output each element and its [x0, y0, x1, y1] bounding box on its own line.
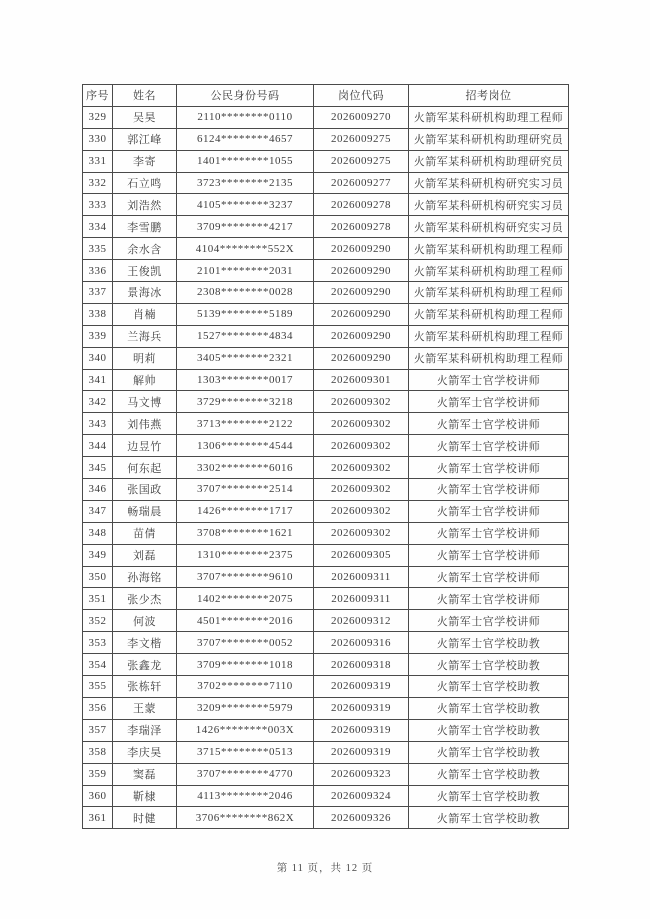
cell-job-code: 2026009290 — [314, 282, 409, 304]
cell-job-title: 火箭军士官学校讲师 — [409, 500, 569, 522]
cell-index: 360 — [83, 785, 113, 807]
table-row — [83, 500, 569, 522]
cell-job-title: 火箭军士官学校助教 — [409, 697, 569, 719]
table-row — [83, 106, 569, 128]
header-job-title: 招考岗位 — [409, 85, 569, 107]
cell-name: 张栋轩 — [113, 676, 177, 698]
cell-index: 329 — [83, 106, 113, 128]
cell-name: 吴昊 — [113, 106, 177, 128]
table-row — [83, 763, 569, 785]
table-row — [83, 741, 569, 763]
cell-job-code: 2026009319 — [314, 741, 409, 763]
table-row — [83, 435, 569, 457]
cell-id-number: 3209********5979 — [177, 697, 314, 719]
table-row — [83, 807, 569, 829]
table-row — [83, 457, 569, 479]
cell-job-code: 2026009302 — [314, 479, 409, 501]
cell-index: 348 — [83, 522, 113, 544]
header-index: 序号 — [83, 85, 113, 107]
table-row — [83, 172, 569, 194]
cell-name: 窦磊 — [113, 763, 177, 785]
cell-index: 335 — [83, 238, 113, 260]
cell-index: 355 — [83, 676, 113, 698]
cell-id-number: 1402********2075 — [177, 588, 314, 610]
cell-name: 肖楠 — [113, 303, 177, 325]
cell-job-code: 2026009275 — [314, 128, 409, 150]
cell-job-title: 火箭军某科研机构助理研究员 — [409, 128, 569, 150]
cell-id-number: 1303********0017 — [177, 369, 314, 391]
cell-id-number: 1306********4544 — [177, 435, 314, 457]
table-row — [83, 325, 569, 347]
cell-job-title: 火箭军士官学校讲师 — [409, 522, 569, 544]
table-row — [83, 588, 569, 610]
cell-index: 357 — [83, 719, 113, 741]
table-body — [83, 106, 569, 828]
cell-id-number: 3702********7110 — [177, 676, 314, 698]
cell-name: 李庆昊 — [113, 741, 177, 763]
cell-job-title: 火箭军士官学校助教 — [409, 654, 569, 676]
cell-job-code: 2026009278 — [314, 194, 409, 216]
cell-id-number: 2101********2031 — [177, 260, 314, 282]
cell-job-title: 火箭军士官学校助教 — [409, 763, 569, 785]
table-row — [83, 303, 569, 325]
cell-job-title: 火箭军士官学校讲师 — [409, 435, 569, 457]
cell-name: 何东起 — [113, 457, 177, 479]
cell-index: 354 — [83, 654, 113, 676]
cell-name: 余水含 — [113, 238, 177, 260]
cell-job-code: 2026009290 — [314, 238, 409, 260]
table-row — [83, 676, 569, 698]
cell-index: 347 — [83, 500, 113, 522]
table-row — [83, 479, 569, 501]
cell-id-number: 3707********0052 — [177, 632, 314, 654]
cell-name: 刘伟燕 — [113, 413, 177, 435]
cell-name: 景海冰 — [113, 282, 177, 304]
cell-name: 苗倩 — [113, 522, 177, 544]
table-header — [83, 85, 569, 107]
cell-job-code: 2026009319 — [314, 697, 409, 719]
table-row — [83, 216, 569, 238]
table-row — [83, 260, 569, 282]
roster-table — [82, 84, 569, 829]
table-row — [83, 282, 569, 304]
cell-name: 何波 — [113, 610, 177, 632]
cell-job-code: 2026009319 — [314, 719, 409, 741]
table-row — [83, 347, 569, 369]
table-row — [83, 413, 569, 435]
page-number-indicator: 第 11 页，共 12 页 — [276, 863, 374, 874]
cell-job-title: 火箭军某科研机构助理工程师 — [409, 238, 569, 260]
cell-id-number: 3709********4217 — [177, 216, 314, 238]
cell-job-title: 火箭军某科研机构研究实习员 — [409, 216, 569, 238]
cell-index: 343 — [83, 413, 113, 435]
cell-name: 郭江峰 — [113, 128, 177, 150]
table-row — [83, 150, 569, 172]
header-id-number: 公民身份号码 — [177, 85, 314, 107]
cell-id-number: 1310********2375 — [177, 544, 314, 566]
cell-name: 边昱竹 — [113, 435, 177, 457]
table-row — [83, 128, 569, 150]
cell-name: 石立鸣 — [113, 172, 177, 194]
cell-id-number: 3729********3218 — [177, 391, 314, 413]
table-row — [83, 719, 569, 741]
cell-job-code: 2026009290 — [314, 303, 409, 325]
cell-name: 刘磊 — [113, 544, 177, 566]
cell-id-number: 2308********0028 — [177, 282, 314, 304]
cell-id-number: 3706********862X — [177, 807, 314, 829]
cell-job-title: 火箭军士官学校讲师 — [409, 610, 569, 632]
header-job-code: 岗位代码 — [314, 85, 409, 107]
cell-index: 340 — [83, 347, 113, 369]
cell-job-code: 2026009316 — [314, 632, 409, 654]
recruitment-roster-table — [82, 84, 569, 829]
cell-index: 338 — [83, 303, 113, 325]
cell-job-title: 火箭军某科研机构助理研究员 — [409, 150, 569, 172]
cell-name: 李寄 — [113, 150, 177, 172]
cell-name: 王蒙 — [113, 697, 177, 719]
cell-job-code: 2026009278 — [314, 216, 409, 238]
cell-name: 李雪鹏 — [113, 216, 177, 238]
cell-index: 353 — [83, 632, 113, 654]
cell-job-code: 2026009324 — [314, 785, 409, 807]
cell-id-number: 3302********6016 — [177, 457, 314, 479]
cell-job-code: 2026009275 — [314, 150, 409, 172]
cell-id-number: 3707********2514 — [177, 479, 314, 501]
cell-index: 334 — [83, 216, 113, 238]
header-row — [83, 85, 569, 107]
cell-index: 359 — [83, 763, 113, 785]
cell-name: 兰海兵 — [113, 325, 177, 347]
cell-id-number: 3709********1018 — [177, 654, 314, 676]
cell-index: 345 — [83, 457, 113, 479]
cell-id-number: 2110********0110 — [177, 106, 314, 128]
cell-job-title: 火箭军士官学校助教 — [409, 632, 569, 654]
table-row — [83, 632, 569, 654]
cell-name: 刘浩然 — [113, 194, 177, 216]
cell-job-code: 2026009290 — [314, 347, 409, 369]
cell-name: 张国政 — [113, 479, 177, 501]
cell-job-title: 火箭军士官学校助教 — [409, 676, 569, 698]
cell-index: 336 — [83, 260, 113, 282]
cell-id-number: 1426********1717 — [177, 500, 314, 522]
cell-index: 332 — [83, 172, 113, 194]
table-row — [83, 522, 569, 544]
cell-job-title: 火箭军士官学校讲师 — [409, 544, 569, 566]
cell-id-number: 3723********2135 — [177, 172, 314, 194]
cell-index: 346 — [83, 479, 113, 501]
cell-job-title: 火箭军某科研机构助理工程师 — [409, 282, 569, 304]
cell-job-code: 2026009326 — [314, 807, 409, 829]
cell-name: 李瑞泽 — [113, 719, 177, 741]
cell-id-number: 1426********003X — [177, 719, 314, 741]
cell-job-code: 2026009290 — [314, 325, 409, 347]
cell-job-title: 火箭军士官学校助教 — [409, 807, 569, 829]
cell-job-code: 2026009302 — [314, 435, 409, 457]
cell-id-number: 1527********4834 — [177, 325, 314, 347]
cell-job-title: 火箭军士官学校讲师 — [409, 391, 569, 413]
cell-id-number: 5139********5189 — [177, 303, 314, 325]
cell-job-title: 火箭军士官学校讲师 — [409, 566, 569, 588]
cell-index: 351 — [83, 588, 113, 610]
table-row — [83, 566, 569, 588]
table-row — [83, 610, 569, 632]
cell-job-title: 火箭军士官学校讲师 — [409, 413, 569, 435]
cell-name: 明莉 — [113, 347, 177, 369]
cell-job-title: 火箭军某科研机构研究实习员 — [409, 172, 569, 194]
table-row — [83, 697, 569, 719]
cell-job-code: 2026009302 — [314, 457, 409, 479]
cell-index: 339 — [83, 325, 113, 347]
cell-name: 时健 — [113, 807, 177, 829]
cell-index: 333 — [83, 194, 113, 216]
cell-job-title: 火箭军某科研机构助理工程师 — [409, 260, 569, 282]
cell-job-code: 2026009302 — [314, 391, 409, 413]
cell-job-title: 火箭军士官学校助教 — [409, 785, 569, 807]
cell-job-title: 火箭军士官学校讲师 — [409, 457, 569, 479]
header-name: 姓名 — [113, 85, 177, 107]
cell-index: 330 — [83, 128, 113, 150]
cell-index: 341 — [83, 369, 113, 391]
table-row — [83, 654, 569, 676]
cell-job-code: 2026009323 — [314, 763, 409, 785]
cell-job-title: 火箭军某科研机构助理工程师 — [409, 347, 569, 369]
cell-job-code: 2026009311 — [314, 588, 409, 610]
cell-index: 342 — [83, 391, 113, 413]
cell-name: 解帅 — [113, 369, 177, 391]
cell-id-number: 4113********2046 — [177, 785, 314, 807]
cell-job-code: 2026009302 — [314, 500, 409, 522]
table-row — [83, 391, 569, 413]
cell-index: 358 — [83, 741, 113, 763]
cell-job-title: 火箭军士官学校讲师 — [409, 479, 569, 501]
cell-id-number: 4501********2016 — [177, 610, 314, 632]
cell-id-number: 4104********552X — [177, 238, 314, 260]
cell-job-code: 2026009318 — [314, 654, 409, 676]
cell-name: 张少杰 — [113, 588, 177, 610]
cell-name: 靳棣 — [113, 785, 177, 807]
cell-job-title: 火箭军某科研机构研究实习员 — [409, 194, 569, 216]
cell-id-number: 3713********2122 — [177, 413, 314, 435]
table-row — [83, 194, 569, 216]
cell-name: 张鑫龙 — [113, 654, 177, 676]
table-row — [83, 369, 569, 391]
table-row — [83, 544, 569, 566]
cell-job-code: 2026009302 — [314, 522, 409, 544]
cell-index: 361 — [83, 807, 113, 829]
cell-job-code: 2026009290 — [314, 260, 409, 282]
cell-job-code: 2026009277 — [314, 172, 409, 194]
cell-name: 马文博 — [113, 391, 177, 413]
cell-job-title: 火箭军某科研机构助理工程师 — [409, 303, 569, 325]
cell-job-title: 火箭军士官学校讲师 — [409, 588, 569, 610]
cell-index: 352 — [83, 610, 113, 632]
cell-name: 王俊凯 — [113, 260, 177, 282]
cell-job-title: 火箭军士官学校讲师 — [409, 369, 569, 391]
cell-index: 337 — [83, 282, 113, 304]
cell-job-code: 2026009319 — [314, 676, 409, 698]
cell-job-code: 2026009302 — [314, 413, 409, 435]
cell-job-title: 火箭军某科研机构助理工程师 — [409, 325, 569, 347]
cell-job-title: 火箭军某科研机构助理工程师 — [409, 106, 569, 128]
table-row — [83, 785, 569, 807]
cell-id-number: 3715********0513 — [177, 741, 314, 763]
cell-index: 344 — [83, 435, 113, 457]
table-row — [83, 238, 569, 260]
cell-id-number: 6124********4657 — [177, 128, 314, 150]
cell-job-code: 2026009305 — [314, 544, 409, 566]
cell-job-code: 2026009270 — [314, 106, 409, 128]
cell-id-number: 3707********9610 — [177, 566, 314, 588]
cell-job-code: 2026009312 — [314, 610, 409, 632]
cell-id-number: 3708********1621 — [177, 522, 314, 544]
cell-name: 畅瑞晨 — [113, 500, 177, 522]
cell-name: 李文楷 — [113, 632, 177, 654]
cell-id-number: 4105********3237 — [177, 194, 314, 216]
cell-name: 孙海铭 — [113, 566, 177, 588]
cell-job-title: 火箭军士官学校助教 — [409, 741, 569, 763]
cell-job-code: 2026009311 — [314, 566, 409, 588]
cell-index: 331 — [83, 150, 113, 172]
cell-id-number: 1401********1055 — [177, 150, 314, 172]
cell-job-title: 火箭军士官学校助教 — [409, 719, 569, 741]
cell-id-number: 3707********4770 — [177, 763, 314, 785]
cell-id-number: 3405********2321 — [177, 347, 314, 369]
cell-index: 356 — [83, 697, 113, 719]
cell-index: 350 — [83, 566, 113, 588]
cell-index: 349 — [83, 544, 113, 566]
cell-job-code: 2026009301 — [314, 369, 409, 391]
